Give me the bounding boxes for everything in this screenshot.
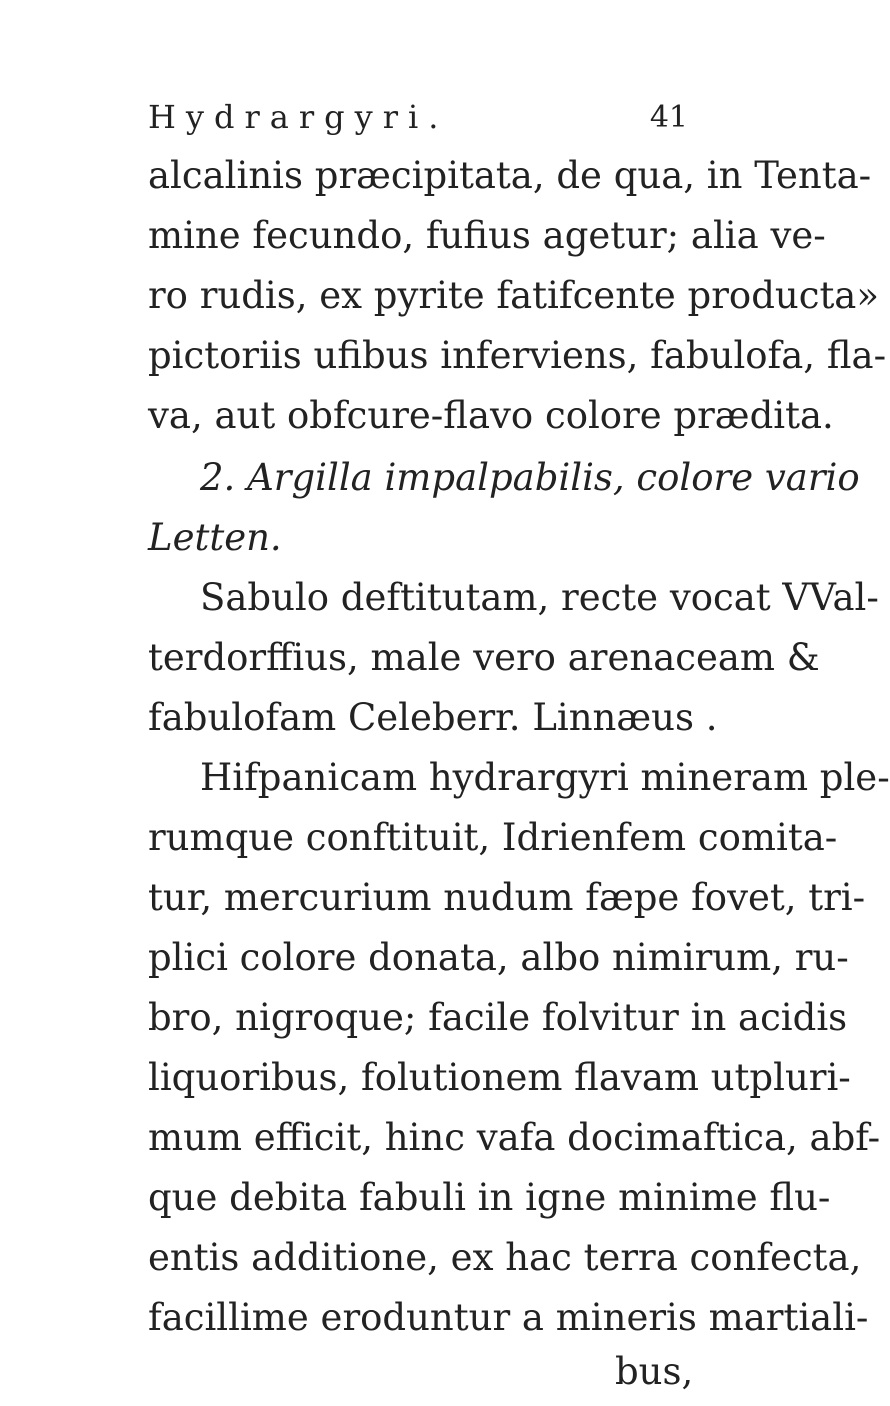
text-line: terdorffius, male vero arenaceam & [148, 636, 820, 679]
text-line: que debita fabuli in igne minime flu- [148, 1176, 831, 1219]
text-line: bro, nigroque; facile folvitur in acidis [148, 996, 848, 1039]
text-line: rumque conftituit, Idrienfem comita- [148, 816, 838, 859]
text-line: entis additione, ex hac terra confecta, [148, 1236, 862, 1279]
text-line: tur, mercurium nudum fæpe fovet, tri- [148, 876, 866, 919]
text-line: ro rudis, ex pyrite fatifcente producta» [148, 274, 880, 317]
text-line: mum efficit, hinc vafa docimaftica, abf- [148, 1116, 881, 1159]
section-heading: 2. Argilla impalpabilis, colore vario [200, 456, 860, 499]
page-number: 41 [649, 100, 688, 135]
text-line: pictoriis ufibus inferviens, fabulofa, fla- [148, 334, 887, 377]
section-heading-german: Letten. [148, 516, 282, 559]
text-line: liquoribus, folutionem flavam utpluri- [148, 1056, 851, 1099]
text-line: Hifpanicam hydrargyri mineram ple- [200, 756, 890, 799]
text-line: mine fecundo, fufius agetur; alia ve- [148, 214, 826, 257]
text-line: va, aut obfcure-flavo colore prædita. [148, 394, 834, 437]
text-line: fabulofam Celeberr. Linnæus . [148, 696, 718, 739]
text-line: facillime eroduntur a mineris martiali- [148, 1296, 869, 1339]
text-line: alcalinis præcipitata, de qua, in Tenta- [148, 154, 872, 197]
running-title: Hydrargyri. [148, 98, 449, 136]
text-line: Sabulo deftitutam, recte vocat VVal- [200, 576, 879, 619]
text-line: plici colore donata, albo nimirum, ru- [148, 936, 849, 979]
catchword: bus, [615, 1350, 694, 1393]
page-header [148, 98, 688, 146]
